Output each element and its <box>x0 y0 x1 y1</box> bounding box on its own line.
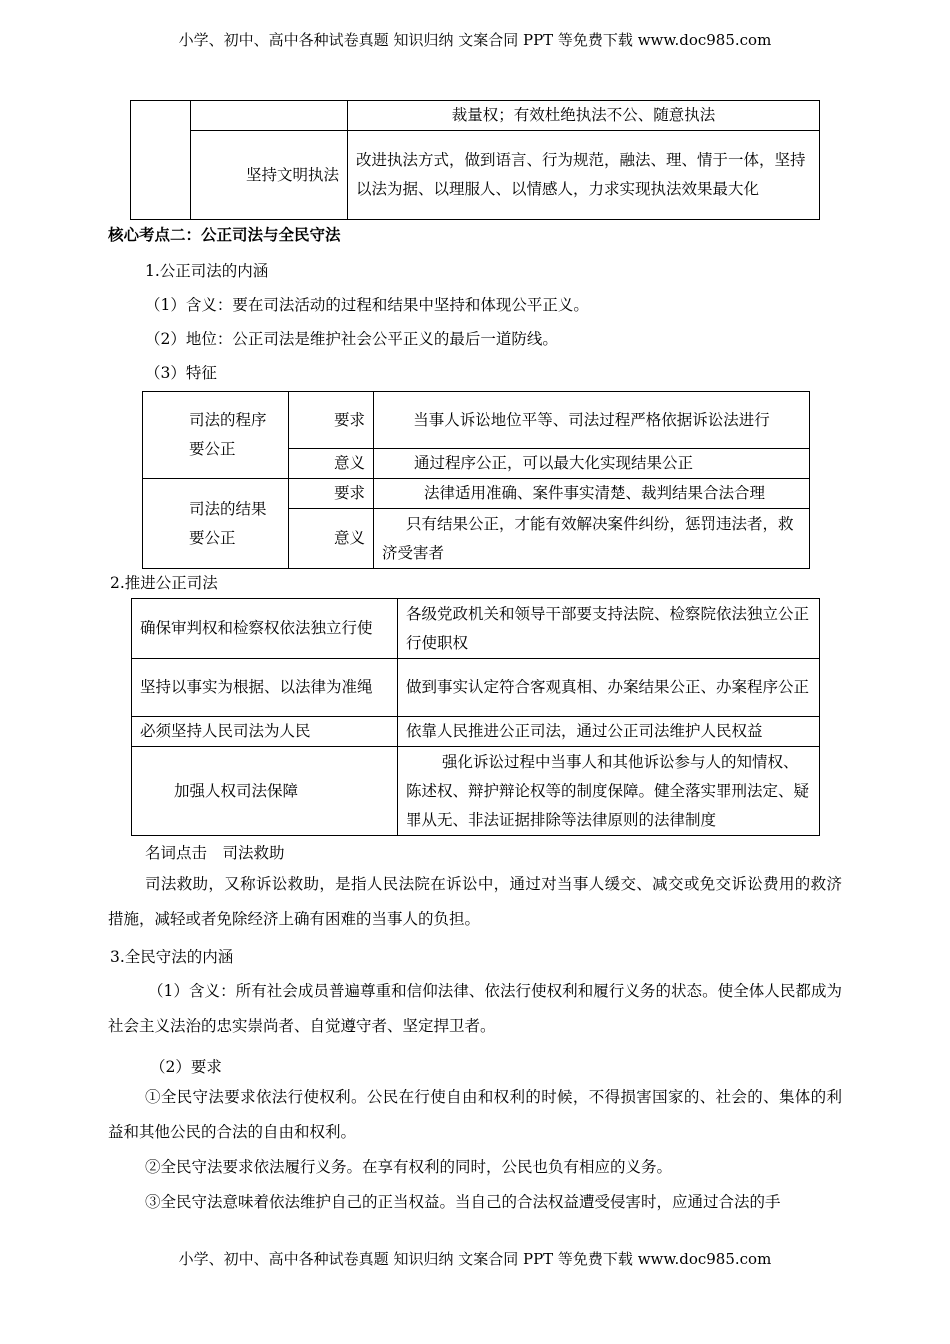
table-cell: 司法的程序要公正 <box>143 392 289 479</box>
table-cell: 依靠人民推进公正司法，通过公正司法维护人民权益 <box>398 717 820 747</box>
table-cell: 必须坚持人民司法为人民 <box>132 717 398 747</box>
paragraph: ①全民守法要求依法行使权利。公民在行使自由和权利的时候，不得损害国家的、社会的、集体的利益和其他公民的合法的自由和权利。 <box>108 1088 842 1141</box>
page-header: 小学、初中、高中各种试卷真题 知识归纳 文案合同 PPT 等免费下载 www.doc985.com <box>178 31 772 49</box>
paragraph: （1）含义：要在司法活动的过程和结果中坚持和体现公平正义。 <box>145 296 589 314</box>
table-cell: 司法的结果要公正 <box>143 479 289 569</box>
paragraph: ②全民守法要求依法履行义务。在享有权利的同时，公民也负有相应的义务。 <box>145 1158 673 1176</box>
paragraph: （3）特征 <box>145 364 217 382</box>
paragraph: （2）要求 <box>150 1058 222 1076</box>
table-cell: 裁量权；有效杜绝执法不公、随意执法 <box>348 101 820 131</box>
table-cell: 强化诉讼过程中当事人和其他诉讼参与人的知情权、陈述权、辩护辩论权等的制度保障。健全落实罪刑法定、疑罪从无、非法证据排除等法律原则的法律制度 <box>398 747 820 836</box>
page-footer: 小学、初中、高中各种试卷真题 知识归纳 文案合同 PPT 等免费下载 www.doc985.com <box>178 1250 772 1268</box>
table-cell: 法律适用准确、案件事实清楚、裁判结果合法合理 <box>374 479 810 509</box>
enforcement-table <box>130 100 820 220</box>
table-cell: 确保审判权和检察权依法独立行使 <box>132 599 398 659</box>
table-cell: 要求 <box>289 392 374 449</box>
table-cell: 加强人权司法保障 <box>132 747 398 836</box>
table-cell <box>131 101 191 220</box>
table-cell: 当事人诉讼地位平等、司法过程严格依据诉讼法进行 <box>374 392 810 449</box>
table-cell: 要求 <box>289 479 374 509</box>
table-cell <box>191 101 348 131</box>
table-cell: 坚持文明执法 <box>191 131 348 220</box>
table-cell: 意义 <box>289 449 374 479</box>
table-cell: 坚持以事实为根据、以法律为准绳 <box>132 659 398 717</box>
table-cell: 各级党政机关和领导干部要支持法院、检察院依法独立公正行使职权 <box>398 599 820 659</box>
justice-features-table <box>142 391 810 569</box>
table-cell: 做到事实认定符合客观真相、办案结果公正、办案程序公正 <box>398 659 820 717</box>
promote-justice-table <box>131 598 820 836</box>
table-cell: 只有结果公正，才能有效解决案件纠纷，惩罚违法者，救济受害者 <box>374 509 810 569</box>
paragraph: 司法救助，又称诉讼救助，是指人民法院在诉讼中，通过对当事人缓交、减交或免交诉讼费用的救济措施，减轻或者免除经济上确有困难的当事人的负担。 <box>108 875 842 928</box>
paragraph: （1）含义：所有社会成员普遍尊重和信仰法律、依法行使权利和履行义务的状态。使全体人民都成为社会主义法治的忠实崇尚者、自觉遵守者、坚定捍卫者。 <box>108 982 842 1035</box>
subheading: 2.推进公正司法 <box>110 574 218 592</box>
term-label: 名词点击 司法救助 <box>145 844 285 862</box>
paragraph: （2）地位：公正司法是维护社会公平正义的最后一道防线。 <box>145 330 558 348</box>
section-title: 核心考点二：公正司法与全民守法 <box>108 226 341 244</box>
table-cell: 意义 <box>289 509 374 569</box>
table-cell: 通过程序公正，可以最大化实现结果公正 <box>374 449 810 479</box>
subheading: 3.全民守法的内涵 <box>110 948 234 966</box>
paragraph: ③全民守法意味着依法维护自己的正当权益。当自己的合法权益遭受侵害时，应通过合法的手 <box>145 1193 781 1211</box>
subheading: 1.公正司法的内涵 <box>145 262 269 280</box>
table-cell: 改进执法方式，做到语言、行为规范，融法、理、情于一体，坚持以法为据、以理服人、以情感人，力求实现执法效果最大化 <box>348 131 820 220</box>
